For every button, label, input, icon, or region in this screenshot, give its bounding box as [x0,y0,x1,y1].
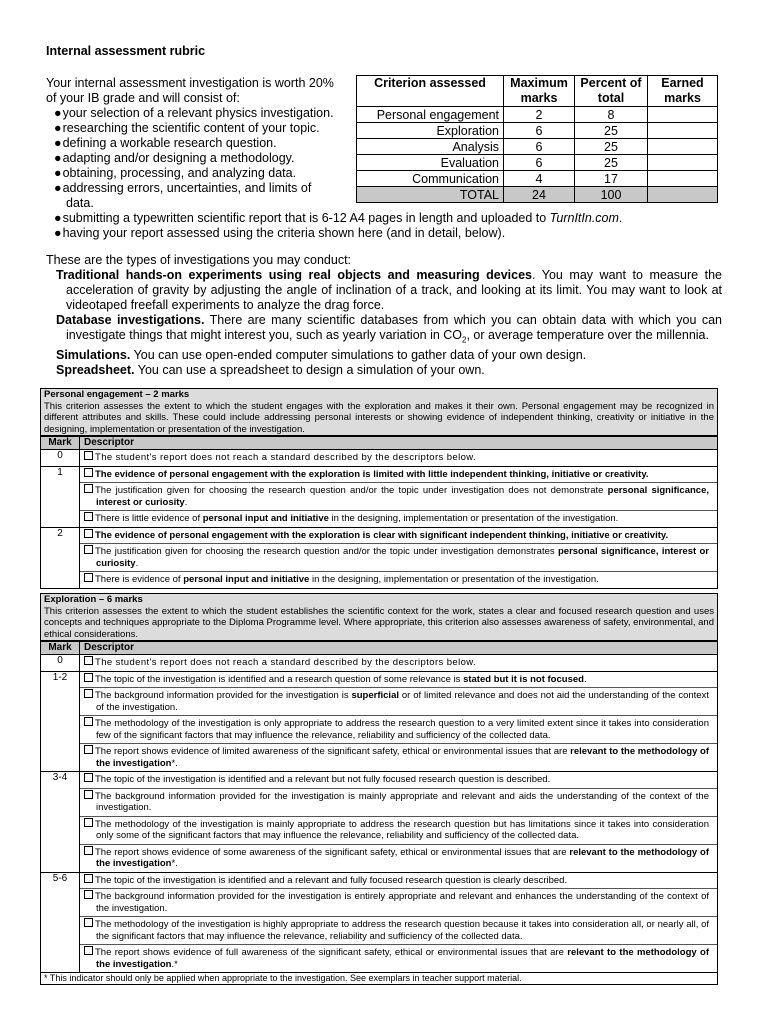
criteria-row [357,171,718,187]
criterion-max: 2 [504,107,575,123]
criterion-pct: 17 [575,171,648,187]
checkbox-icon [84,745,93,754]
checkbox-icon [84,946,93,955]
personal-engagement-rubric [40,388,718,589]
pe-column-header [41,437,717,450]
ex-header [41,594,717,641]
checkbox-icon [84,484,93,493]
criterion-earned[interactable] [648,139,718,155]
criterion-name: Evaluation [357,155,504,171]
bullet-item: ●addressing errors, uncertainties, and limits of [54,181,312,195]
criteria-header-row [357,76,718,107]
checkbox-icon [84,689,93,698]
criterion-name: Exploration [357,123,504,139]
header-max-marks: Maximum marks [504,76,575,107]
bullet-item: ●obtaining, processing, and analyzing data. [54,166,297,180]
total-label: TOTAL [357,187,504,203]
mark-value: 0 [41,655,80,672]
checkbox-icon [84,512,93,521]
type-spreadsheet: Spreadsheet. You can use a spreadsheet to design a simulation of your own. [56,362,485,377]
mark-value: 0 [41,450,80,467]
total-max: 24 [504,187,575,203]
checkbox-icon [84,717,93,726]
mark-value: 2 [41,527,80,588]
ex-footnote: * This indicator should only be applied when appropriate to the investigation. See exemplars in teacher support material. [41,972,717,984]
pe-row-1: 1 The evidence of personal engagement with the exploration is limited with little independent thinking, initiative or creativity. The justification given for choosing the research question and/or the topic under investigation does not demonstrate personal significance, interest or curiosity. There is little evidence of personal input and initiative in the designing, implementation or presentation of the investigation. [41,466,717,527]
col-mark: Mark [41,437,80,450]
col-descriptor: Descriptor [80,437,718,450]
criteria-row [357,107,718,123]
pe-title: Personal engagement – 2 marks [44,389,190,400]
bullet-item-continued: data. [66,196,94,210]
bullet-item-submit: ●submitting a typewritten scientific report that is 6-12 A4 pages in length and uploaded to TurnItIn.com. [54,211,623,225]
pe-row-2: 2 The evidence of personal engagement with the exploration is clear with significant independent thinking, initiative or creativity. The justification given for choosing the research question and/or the topic under investigation demonstrates personal significance, interest or curiosity. There is evidence of personal input and initiative in the designing, implementation or presentation of the investigation. [41,527,717,588]
criterion-max: 4 [504,171,575,187]
checkbox-icon [84,573,93,582]
criterion-earned[interactable] [648,155,718,171]
type-simulations: Simulations. You can use open-ended computer simulations to gather data of your own design. [56,347,587,362]
checkbox-icon [84,874,93,883]
bullet-item: ●adapting and/or designing a methodology. [54,151,295,165]
checkbox-icon [84,890,93,899]
mark-value: 5-6 [41,872,80,972]
checkbox-icon [84,673,93,682]
header-earned: Earned marks [648,76,718,107]
types-list [56,268,722,378]
mark-value: 1 [41,466,80,527]
criteria-table [356,75,718,203]
bullet-item: ●researching the scientific content of your topic. [54,121,320,135]
criteria-row [357,139,718,155]
criterion-max: 6 [504,139,575,155]
checkbox-icon [84,656,93,665]
header-criterion: Criterion assessed [357,76,504,107]
criterion-pct: 25 [575,139,648,155]
criterion-name: Communication [357,171,504,187]
criterion-max: 6 [504,155,575,171]
col-mark: Mark [41,642,80,655]
criteria-row [357,155,718,171]
type-traditional: Traditional hands-on experiments using real objects and measuring devices. You may want to measure the acceleration of gravity by adjusting the angle of inclination of a track, and looking at its limit. You may want to look at videotaped freefall experiments to analyze the drag force. [56,268,722,312]
ex-row-3-4: 3-4 The topic of the investigation is identified and a relevant but not fully focused research question is described. The background information provided for the investigation is mainly appropriate and relevant and aids the understanding of the context of the investigation. The methodology of the investigation is mainly appropriate to address the research question but has limitations since it takes into consideration only some of the significant factors that may influence the relevance, reliability and sufficiency of the collected data. The report shows evidence of some awareness of the significant safety, ethical or environmental issues that are relevant to the methodology of the investigation*. [41,772,717,873]
criterion-pct: 25 [575,155,648,171]
criterion-max: 6 [504,123,575,139]
criterion-pct: 8 [575,107,648,123]
checkbox-icon [84,846,93,855]
checkbox-icon [84,529,93,538]
criterion-name: Personal engagement [357,107,504,123]
checkbox-icon [84,451,93,460]
types-intro: These are the types of investigations you may conduct: [46,253,352,267]
criterion-earned[interactable] [648,171,718,187]
ex-row-5-6: 5-6 The topic of the investigation is identified and a relevant and fully focused research question is clearly described. The background information provided for the investigation is entirely appropriate and relevant and enhances the understanding of the context of the investigation. The methodology of the investigation is highly appropriate to address the research question because it takes into consideration all, or nearly all, of the significant factors that may influence the relevance, reliability and sufficiency of the collected data. The report shows evidence of full awareness of the significant safety, ethical or environmental issues that are relevant to the methodology of the investigation.* [41,872,717,972]
total-earned[interactable] [648,187,718,203]
checkbox-icon [84,790,93,799]
criterion-earned[interactable] [648,123,718,139]
exploration-rubric [40,593,718,985]
checkbox-icon [84,818,93,827]
pe-description: This criterion assesses the extent to which the student engages with the exploration and makes it their own. Personal engagement may be recognized in different attributes and skills. These could include addressing personal interests or showing evidence of independent thinking, creativity or initiative in the designing, implementation or presentation of the investigation. [44,400,714,435]
total-pct: 100 [575,187,648,203]
criterion-earned[interactable] [648,107,718,123]
bullet-item: ●defining a workable research question. [54,136,277,150]
bullet-item: ●your selection of a relevant physics investigation. [54,106,334,120]
pe-row-0: 0 The student's report does not reach a standard described by the descriptors below. [41,450,717,467]
ex-description: This criterion assesses the extent to which the student establishes the scientific context for the work, states a clear and focused research question and uses concepts and techniques appropriate to the Diploma Programme level. Where appropriate, this criterion also assesses awareness of safety, environmental, and ethical considerations. [44,605,714,640]
header-percent: Percent of total [575,76,648,107]
col-descriptor: Descriptor [80,642,718,655]
type-database: Database investigations. There are many scientific databases from which you can obtain data with which you can investigate things that might interest you, such as yearly variation in $CO_2$, or average temperature over the millennia. [56,313,722,345]
ex-title: Exploration – 6 marks [44,594,143,605]
criterion-name: Analysis [357,139,504,155]
checkbox-icon [84,468,93,477]
ex-row-0: 0 The student's report does not reach a standard described by the descriptors below. [41,655,717,672]
intro-text: Your internal assessment investigation is worth 20% of your IB grade and will consist of: [46,76,334,105]
turnitin-link: TurnItIn.com [549,211,619,225]
ex-column-header [41,642,717,655]
criterion-pct: 25 [575,123,648,139]
checkbox-icon [84,773,93,782]
ex-row-1-2: 1-2 The topic of the investigation is identified and a research question of some relevance is stated but it is not focused. The background information provided for the investigation is superficial or of limited relevance and does not aid the understanding of the context of the investigation. The methodology of the investigation is only appropriate to address the research question to a very limited extent since it takes into consideration few of the significant factors that may influence the relevance, reliability and sufficiency of the collected data. The report shows evidence of limited awareness of the significant safety, ethical or environmental issues that are relevant to the methodology of the investigation*. [41,671,717,772]
bullet-item-assess: ●having your report assessed using the criteria shown here (and in detail, below). [54,226,506,240]
checkbox-icon [84,918,93,927]
mark-value: 3-4 [41,772,80,873]
criteria-total-row [357,187,718,203]
mark-value: 1-2 [41,671,80,772]
pe-header [41,389,717,436]
checkbox-icon [84,545,93,554]
criteria-row [357,123,718,139]
page-title: Internal assessment rubric [46,44,206,58]
